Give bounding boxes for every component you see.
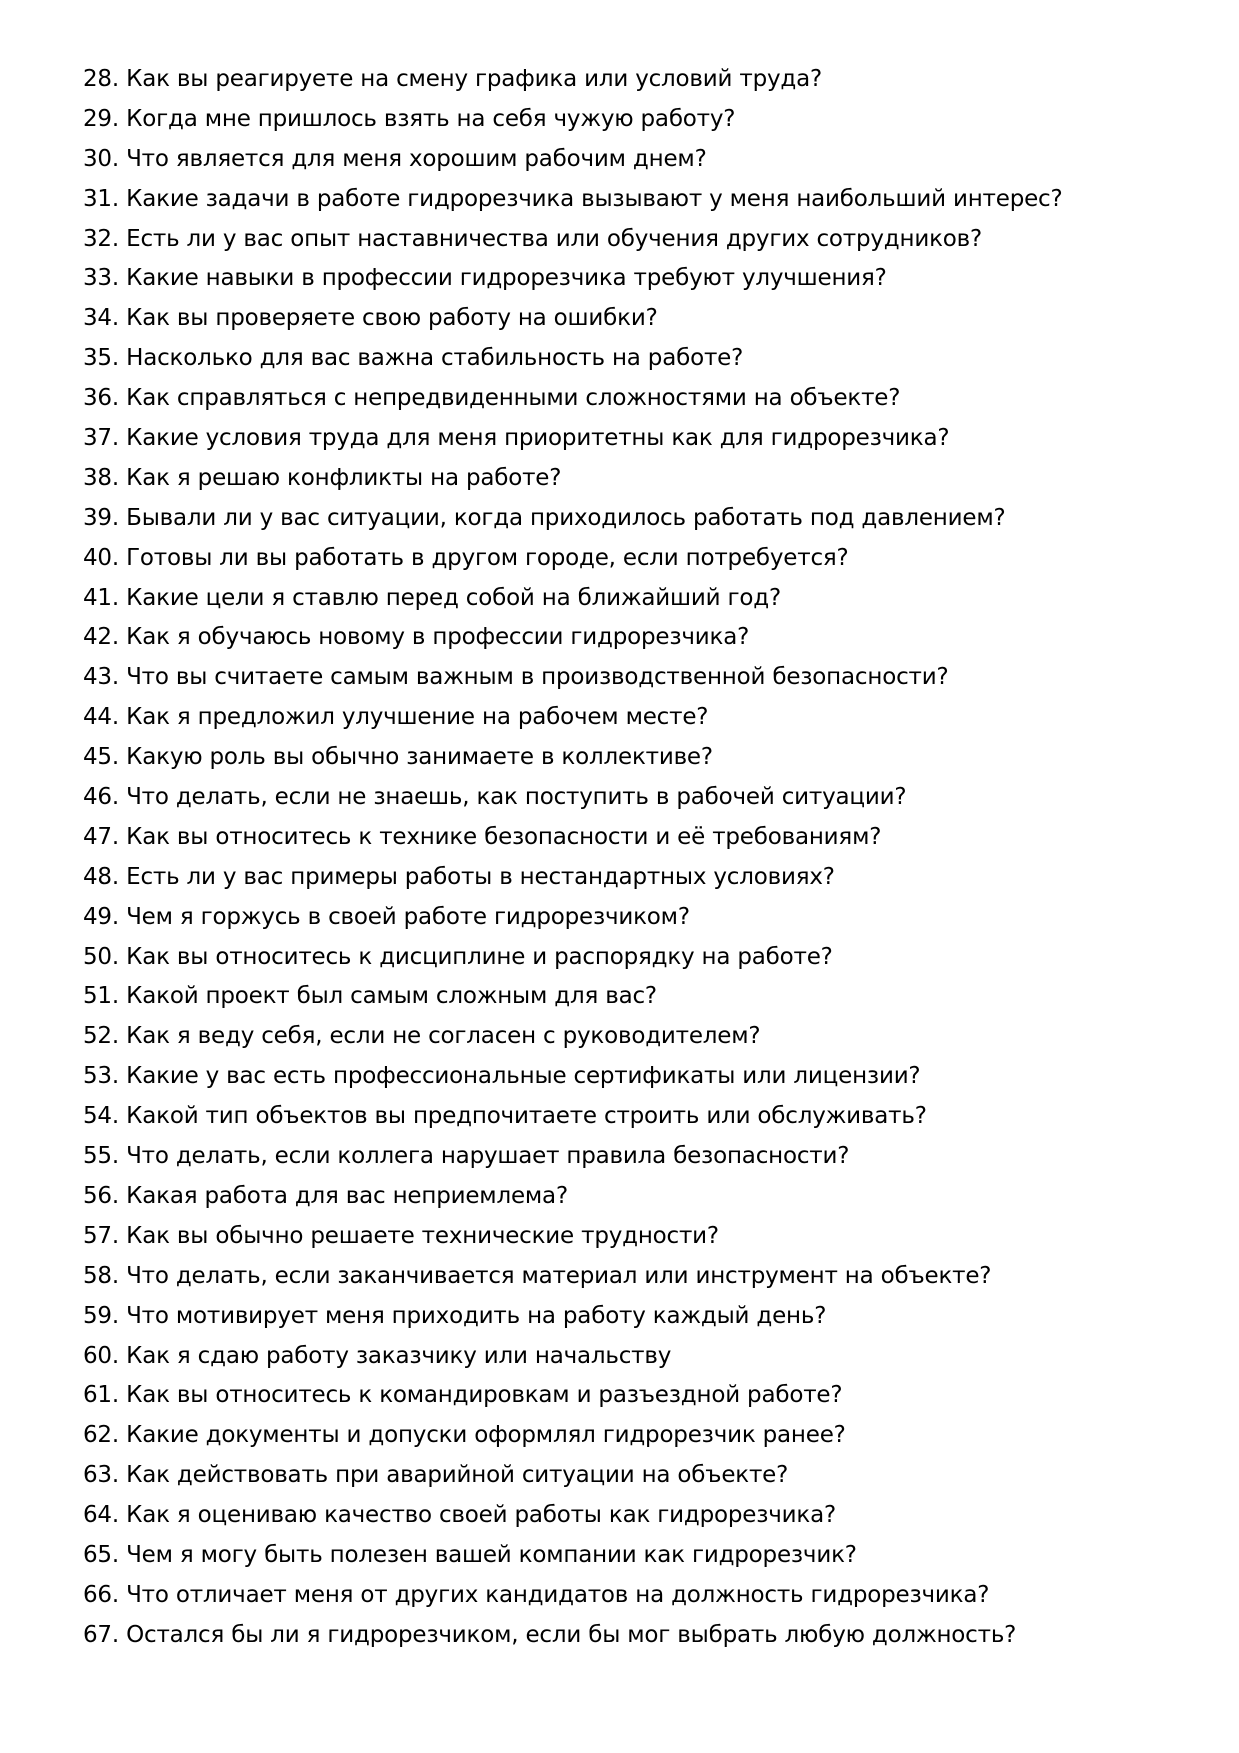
question-item [83,1137,1183,1177]
question-number: 32. [83,225,119,252]
question-number: 53. [83,1063,119,1090]
question-text: Что мотивирует меня приходить на работу каждый день? [126,1302,827,1329]
question-number: 60. [83,1342,119,1369]
question-text: Какую роль вы обычно занимаете в коллективе? [126,744,713,771]
question-item [83,1416,1183,1456]
question-number: 54. [83,1103,119,1130]
question-text: Какие навыки в профессии гидрорезчика требуют улучшения? [126,265,887,292]
question-item [83,818,1183,858]
question-item [83,100,1183,140]
question-item [83,419,1183,459]
question-number: 52. [83,1023,119,1050]
question-number: 46. [83,784,119,811]
question-item [83,299,1183,339]
question-number: 39. [83,504,119,531]
question-item [83,539,1183,579]
question-number: 55. [83,1143,119,1170]
question-text: Что вы считаете самым важным в производственной безопасности? [126,664,949,691]
question-number: 43. [83,664,119,691]
question-item [83,1576,1183,1616]
question-number: 30. [83,145,119,172]
question-text: Как вы относитесь к командировкам и разъездной работе? [126,1382,843,1409]
question-item [83,579,1183,619]
question-text: Какие документы и допуски оформлял гидрорезчик ранее? [126,1422,846,1449]
question-number: 50. [83,943,119,970]
question-number: 57. [83,1222,119,1249]
question-text: Как я веду себя, если не согласен с руководителем? [126,1023,761,1050]
question-number: 35. [83,345,119,372]
question-text: Как я сдаю работу заказчику или начальству [126,1342,672,1369]
question-text: Что делать, если коллега нарушает правила безопасности? [126,1143,850,1170]
question-item [83,1496,1183,1536]
question-item [83,459,1183,499]
question-number: 28. [83,66,119,92]
question-item [83,379,1183,419]
question-text: Чем я горжусь в своей работе гидрорезчиком? [126,903,690,930]
question-text: Какие задачи в работе гидрорезчика вызывают у меня наибольший интерес? [126,185,1063,212]
question-text: Как я обучаюсь новому в профессии гидрорезчика? [126,624,750,651]
question-item [83,1017,1183,1057]
question-number: 56. [83,1182,119,1209]
question-text: Какой тип объектов вы предпочитаете строить или обслуживать? [126,1103,927,1130]
question-text: Что делать, если заканчивается материал или инструмент на объекте? [126,1262,992,1289]
question-item [83,1297,1183,1337]
question-number: 65. [83,1541,119,1568]
question-text: Как вы реагируете на смену графика или условий труда? [126,66,823,92]
question-item [83,1177,1183,1217]
question-text: Как вы проверяете свою работу на ошибки? [126,305,658,332]
question-number: 42. [83,624,119,651]
question-item [83,778,1183,818]
question-item [83,1616,1183,1656]
question-item [83,618,1183,658]
question-text: Как вы обычно решаете технические трудности? [126,1222,719,1249]
question-text: Как я решаю конфликты на работе? [126,464,562,491]
question-item [83,180,1183,220]
question-text: Есть ли у вас опыт наставничества или обучения других сотрудников? [126,225,983,252]
question-number: 37. [83,425,119,452]
question-number: 49. [83,903,119,930]
question-text: Что делать, если не знаешь, как поступить в рабочей ситуации? [126,784,907,811]
question-text: Как я предложил улучшение на рабочем месте? [126,704,709,731]
question-number: 45. [83,744,119,771]
question-text: Как вы относитесь к технике безопасности и её требованиям? [126,823,882,850]
question-number: 61. [83,1382,119,1409]
question-item [83,1337,1183,1377]
question-text: Что является для меня хорошим рабочим днем? [126,145,707,172]
question-text: Какой проект был самым сложным для вас? [126,983,657,1010]
question-number: 33. [83,265,119,292]
question-item [83,1057,1183,1097]
question-text: Насколько для вас важна стабильность на работе? [126,345,744,372]
question-text: Что отличает меня от других кандидатов на должность гидрорезчика? [126,1581,990,1608]
question-item [83,1257,1183,1297]
question-item [83,1536,1183,1576]
question-number: 47. [83,823,119,850]
question-number: 62. [83,1422,119,1449]
question-item [83,60,1183,100]
question-text: Остался бы ли я гидрорезчиком, если бы мог выбрать любую должность? [126,1621,1017,1648]
question-number: 44. [83,704,119,731]
question-number: 51. [83,983,119,1010]
question-number: 59. [83,1302,119,1329]
question-item [83,1217,1183,1257]
question-text: Как действовать при аварийной ситуации на объекте? [126,1462,789,1489]
question-number: 48. [83,863,119,890]
question-text: Какие условия труда для меня приоритетны как для гидрорезчика? [126,425,950,452]
question-text: Как справляться с непредвиденными сложностями на объекте? [126,385,901,412]
question-item [83,698,1183,738]
question-item [83,977,1183,1017]
question-number: 40. [83,544,119,571]
question-item [83,738,1183,778]
question-number: 63. [83,1462,119,1489]
question-item [83,1456,1183,1496]
question-number: 64. [83,1502,119,1529]
question-item [83,1376,1183,1416]
question-number: 31. [83,185,119,212]
question-number: 66. [83,1581,119,1608]
question-number: 67. [83,1621,119,1648]
question-number: 36. [83,385,119,412]
question-item [83,499,1183,539]
question-number: 38. [83,464,119,491]
question-text: Какая работа для вас неприемлема? [126,1182,568,1209]
question-text: Как я оцениваю качество своей работы как гидрорезчика? [126,1502,836,1529]
question-text: Когда мне пришлось взять на себя чужую работу? [126,105,736,132]
question-text: Как вы относитесь к дисциплине и распорядку на работе? [126,943,833,970]
question-text: Есть ли у вас примеры работы в нестандартных условиях? [126,863,835,890]
question-item [83,898,1183,938]
question-item [83,858,1183,898]
question-item [83,339,1183,379]
question-number: 41. [83,584,119,611]
question-text: Какие у вас есть профессиональные сертификаты или лицензии? [126,1063,921,1090]
question-item [83,220,1183,260]
question-item [83,658,1183,698]
question-text: Готовы ли вы работать в другом городе, если потребуется? [126,544,849,571]
question-item [83,259,1183,299]
question-text: Бывали ли у вас ситуации, когда приходилось работать под давлением? [126,504,1006,531]
question-text: Какие цели я ставлю перед собой на ближайший год? [126,584,781,611]
question-number: 29. [83,105,119,132]
question-text: Чем я могу быть полезен вашей компании как гидрорезчик? [126,1541,857,1568]
question-item [83,140,1183,180]
question-number: 34. [83,305,119,332]
question-number: 58. [83,1262,119,1289]
question-item [83,1097,1183,1137]
question-item [83,938,1183,978]
question-list [83,60,1183,1656]
